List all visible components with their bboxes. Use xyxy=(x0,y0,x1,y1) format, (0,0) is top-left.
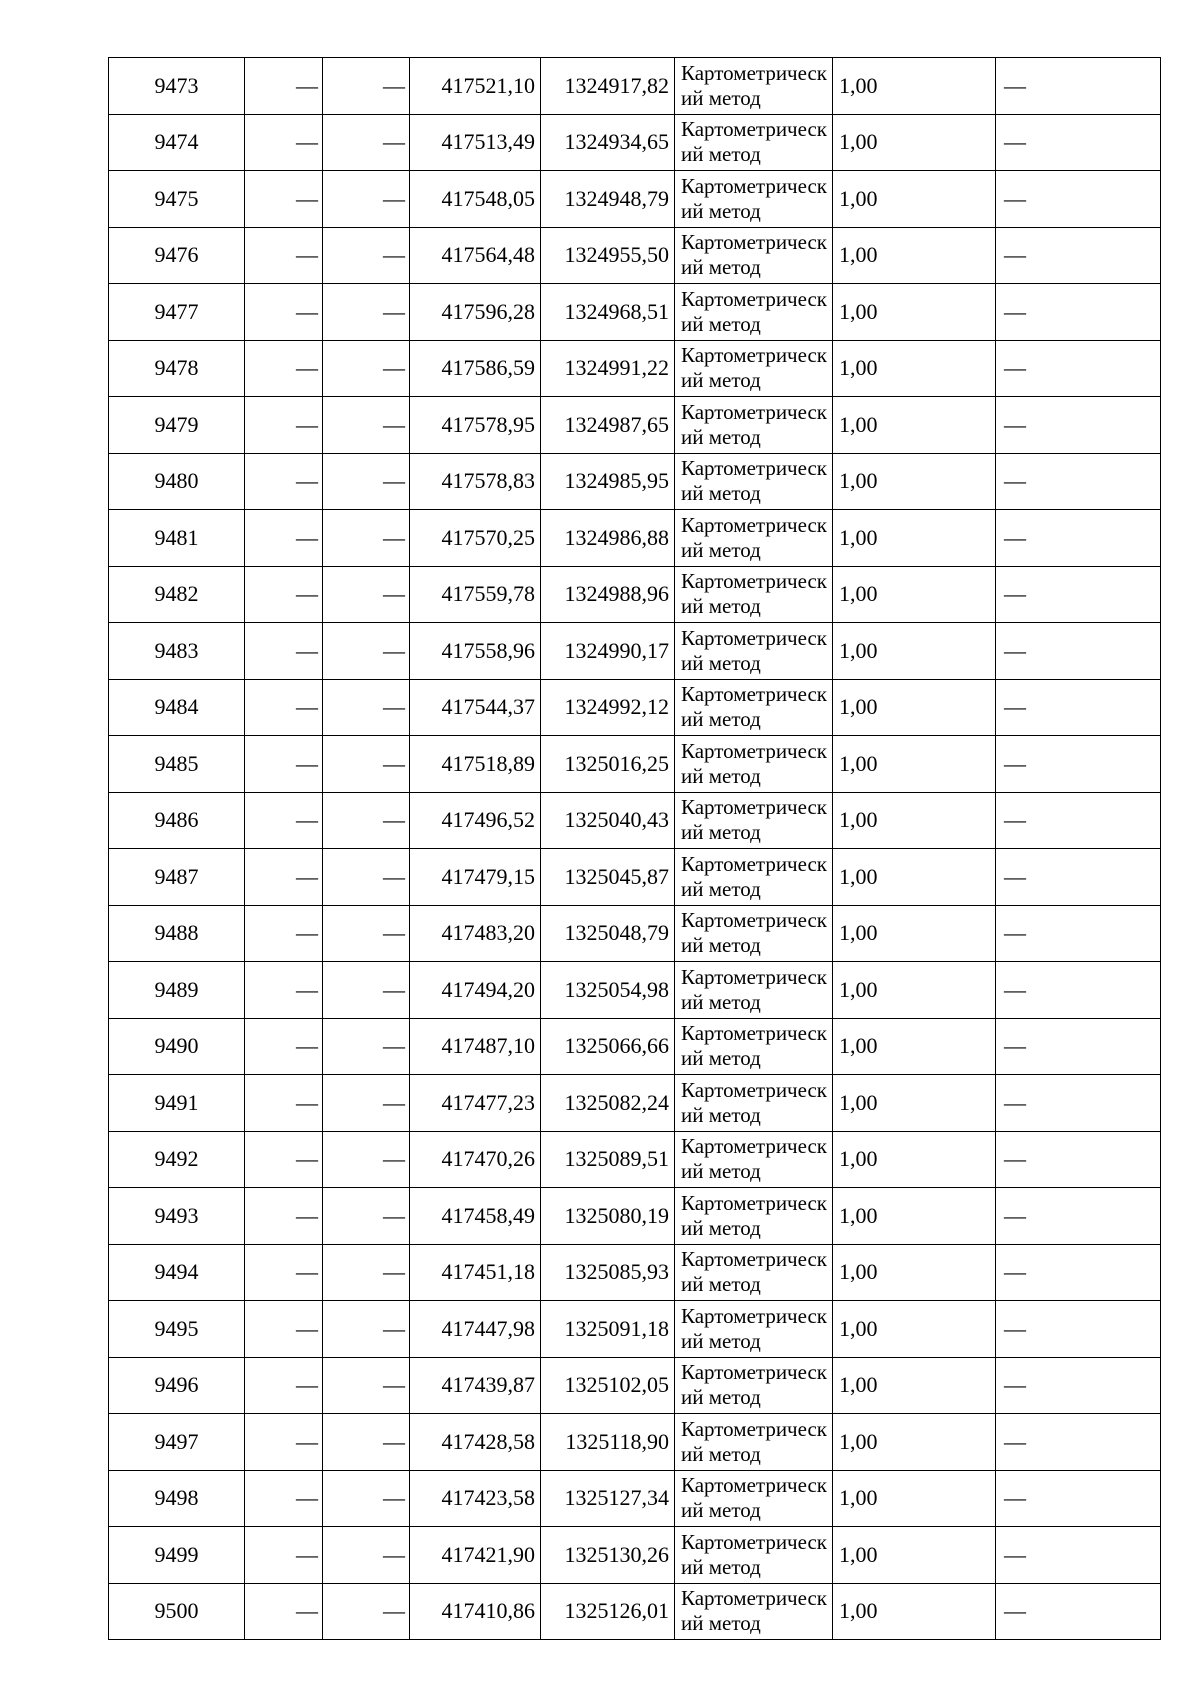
empty-dash-cell: — xyxy=(323,1131,410,1188)
y-coordinate-cell: 1325118,90 xyxy=(541,1414,675,1471)
x-coordinate-cell: 417451,18 xyxy=(410,1244,541,1301)
x-coordinate-cell: 417423,58 xyxy=(410,1470,541,1527)
note-cell: — xyxy=(996,1357,1161,1414)
x-coordinate-cell: 417496,52 xyxy=(410,792,541,849)
table-row xyxy=(109,679,1161,736)
method-cell: Картометрический метод xyxy=(675,1018,833,1075)
x-coordinate-cell: 417494,20 xyxy=(410,962,541,1019)
x-coordinate-cell: 417544,37 xyxy=(410,679,541,736)
empty-dash-cell: — xyxy=(245,1131,323,1188)
empty-dash-cell: — xyxy=(323,1018,410,1075)
point-number-cell: 9492 xyxy=(109,1131,245,1188)
y-coordinate-cell: 1325054,98 xyxy=(541,962,675,1019)
y-coordinate-cell: 1324934,65 xyxy=(541,114,675,171)
accuracy-cell: 1,00 xyxy=(833,566,996,623)
point-number-cell: 9495 xyxy=(109,1301,245,1358)
y-coordinate-cell: 1325045,87 xyxy=(541,849,675,906)
note-cell: — xyxy=(996,1527,1161,1584)
empty-dash-cell: — xyxy=(323,453,410,510)
x-coordinate-cell: 417521,10 xyxy=(410,58,541,115)
table-row xyxy=(109,792,1161,849)
point-number-cell: 9480 xyxy=(109,453,245,510)
table-row xyxy=(109,962,1161,1019)
accuracy-cell: 1,00 xyxy=(833,171,996,228)
point-number-cell: 9485 xyxy=(109,736,245,793)
accuracy-cell: 1,00 xyxy=(833,792,996,849)
x-coordinate-cell: 417548,05 xyxy=(410,171,541,228)
point-number-cell: 9477 xyxy=(109,284,245,341)
note-cell: — xyxy=(996,58,1161,115)
empty-dash-cell: — xyxy=(245,1414,323,1471)
note-cell: — xyxy=(996,623,1161,680)
method-cell: Картометрический метод xyxy=(675,679,833,736)
table-row xyxy=(109,1414,1161,1471)
y-coordinate-cell: 1325091,18 xyxy=(541,1301,675,1358)
note-cell: — xyxy=(996,453,1161,510)
empty-dash-cell: — xyxy=(323,397,410,454)
table-row xyxy=(109,1188,1161,1245)
method-cell: Картометрический метод xyxy=(675,340,833,397)
y-coordinate-cell: 1324987,65 xyxy=(541,397,675,454)
empty-dash-cell: — xyxy=(323,736,410,793)
method-cell: Картометрический метод xyxy=(675,1244,833,1301)
accuracy-cell: 1,00 xyxy=(833,1527,996,1584)
point-number-cell: 9494 xyxy=(109,1244,245,1301)
empty-dash-cell: — xyxy=(323,1301,410,1358)
y-coordinate-cell: 1325048,79 xyxy=(541,905,675,962)
method-cell: Картометрический метод xyxy=(675,284,833,341)
table-row xyxy=(109,1527,1161,1584)
empty-dash-cell: — xyxy=(323,510,410,567)
point-number-cell: 9499 xyxy=(109,1527,245,1584)
empty-dash-cell: — xyxy=(323,58,410,115)
empty-dash-cell: — xyxy=(323,962,410,1019)
empty-dash-cell: — xyxy=(323,679,410,736)
empty-dash-cell: — xyxy=(245,58,323,115)
method-cell: Картометрический метод xyxy=(675,1470,833,1527)
x-coordinate-cell: 417410,86 xyxy=(410,1583,541,1640)
accuracy-cell: 1,00 xyxy=(833,1357,996,1414)
note-cell: — xyxy=(996,340,1161,397)
table-row xyxy=(109,1075,1161,1132)
accuracy-cell: 1,00 xyxy=(833,397,996,454)
method-cell: Картометрический метод xyxy=(675,962,833,1019)
empty-dash-cell: — xyxy=(245,623,323,680)
point-number-cell: 9481 xyxy=(109,510,245,567)
point-number-cell: 9476 xyxy=(109,227,245,284)
point-number-cell: 9491 xyxy=(109,1075,245,1132)
table-row xyxy=(109,905,1161,962)
accuracy-cell: 1,00 xyxy=(833,227,996,284)
accuracy-cell: 1,00 xyxy=(833,453,996,510)
empty-dash-cell: — xyxy=(323,1244,410,1301)
note-cell: — xyxy=(996,1018,1161,1075)
note-cell: — xyxy=(996,284,1161,341)
x-coordinate-cell: 417470,26 xyxy=(410,1131,541,1188)
y-coordinate-cell: 1324990,17 xyxy=(541,623,675,680)
accuracy-cell: 1,00 xyxy=(833,1188,996,1245)
x-coordinate-cell: 417586,59 xyxy=(410,340,541,397)
accuracy-cell: 1,00 xyxy=(833,905,996,962)
empty-dash-cell: — xyxy=(323,284,410,341)
table-row xyxy=(109,227,1161,284)
accuracy-cell: 1,00 xyxy=(833,736,996,793)
empty-dash-cell: — xyxy=(245,1470,323,1527)
note-cell: — xyxy=(996,736,1161,793)
note-cell: — xyxy=(996,1075,1161,1132)
empty-dash-cell: — xyxy=(245,849,323,906)
method-cell: Картометрический метод xyxy=(675,1188,833,1245)
point-number-cell: 9487 xyxy=(109,849,245,906)
y-coordinate-cell: 1324992,12 xyxy=(541,679,675,736)
empty-dash-cell: — xyxy=(323,849,410,906)
point-number-cell: 9496 xyxy=(109,1357,245,1414)
empty-dash-cell: — xyxy=(245,227,323,284)
method-cell: Картометрический метод xyxy=(675,1583,833,1640)
empty-dash-cell: — xyxy=(245,397,323,454)
point-number-cell: 9475 xyxy=(109,171,245,228)
method-cell: Картометрический метод xyxy=(675,58,833,115)
note-cell: — xyxy=(996,679,1161,736)
accuracy-cell: 1,00 xyxy=(833,1470,996,1527)
y-coordinate-cell: 1325040,43 xyxy=(541,792,675,849)
y-coordinate-cell: 1325016,25 xyxy=(541,736,675,793)
empty-dash-cell: — xyxy=(245,284,323,341)
x-coordinate-cell: 417578,83 xyxy=(410,453,541,510)
table-row xyxy=(109,1244,1161,1301)
table-row xyxy=(109,849,1161,906)
table-row xyxy=(109,510,1161,567)
accuracy-cell: 1,00 xyxy=(833,114,996,171)
accuracy-cell: 1,00 xyxy=(833,679,996,736)
point-number-cell: 9474 xyxy=(109,114,245,171)
table-row xyxy=(109,114,1161,171)
x-coordinate-cell: 417559,78 xyxy=(410,566,541,623)
empty-dash-cell: — xyxy=(245,679,323,736)
note-cell: — xyxy=(996,1583,1161,1640)
empty-dash-cell: — xyxy=(323,1188,410,1245)
method-cell: Картометрический метод xyxy=(675,1357,833,1414)
x-coordinate-cell: 417513,49 xyxy=(410,114,541,171)
empty-dash-cell: — xyxy=(323,623,410,680)
x-coordinate-cell: 417458,49 xyxy=(410,1188,541,1245)
point-number-cell: 9482 xyxy=(109,566,245,623)
point-number-cell: 9488 xyxy=(109,905,245,962)
y-coordinate-cell: 1325102,05 xyxy=(541,1357,675,1414)
empty-dash-cell: — xyxy=(323,1527,410,1584)
method-cell: Картометрический метод xyxy=(675,1414,833,1471)
accuracy-cell: 1,00 xyxy=(833,1244,996,1301)
table-row xyxy=(109,1131,1161,1188)
y-coordinate-cell: 1324948,79 xyxy=(541,171,675,228)
empty-dash-cell: — xyxy=(245,453,323,510)
method-cell: Картометрический метод xyxy=(675,1131,833,1188)
method-cell: Картометрический метод xyxy=(675,623,833,680)
table-row xyxy=(109,397,1161,454)
method-cell: Картометрический метод xyxy=(675,227,833,284)
table-row xyxy=(109,623,1161,680)
y-coordinate-cell: 1324917,82 xyxy=(541,58,675,115)
accuracy-cell: 1,00 xyxy=(833,962,996,1019)
empty-dash-cell: — xyxy=(245,114,323,171)
method-cell: Картометрический метод xyxy=(675,849,833,906)
accuracy-cell: 1,00 xyxy=(833,1583,996,1640)
empty-dash-cell: — xyxy=(323,227,410,284)
method-cell: Картометрический метод xyxy=(675,792,833,849)
empty-dash-cell: — xyxy=(245,510,323,567)
note-cell: — xyxy=(996,566,1161,623)
point-number-cell: 9483 xyxy=(109,623,245,680)
table-row xyxy=(109,171,1161,228)
y-coordinate-cell: 1325127,34 xyxy=(541,1470,675,1527)
x-coordinate-cell: 417428,58 xyxy=(410,1414,541,1471)
x-coordinate-cell: 417487,10 xyxy=(410,1018,541,1075)
note-cell: — xyxy=(996,1301,1161,1358)
x-coordinate-cell: 417596,28 xyxy=(410,284,541,341)
accuracy-cell: 1,00 xyxy=(833,284,996,341)
note-cell: — xyxy=(996,171,1161,228)
point-number-cell: 9478 xyxy=(109,340,245,397)
x-coordinate-cell: 417447,98 xyxy=(410,1301,541,1358)
empty-dash-cell: — xyxy=(245,340,323,397)
empty-dash-cell: — xyxy=(323,1075,410,1132)
note-cell: — xyxy=(996,510,1161,567)
x-coordinate-cell: 417518,89 xyxy=(410,736,541,793)
empty-dash-cell: — xyxy=(245,1075,323,1132)
x-coordinate-cell: 417578,95 xyxy=(410,397,541,454)
accuracy-cell: 1,00 xyxy=(833,1075,996,1132)
empty-dash-cell: — xyxy=(323,905,410,962)
table-row xyxy=(109,1470,1161,1527)
y-coordinate-cell: 1324988,96 xyxy=(541,566,675,623)
y-coordinate-cell: 1325066,66 xyxy=(541,1018,675,1075)
empty-dash-cell: — xyxy=(323,566,410,623)
y-coordinate-cell: 1325085,93 xyxy=(541,1244,675,1301)
x-coordinate-cell: 417570,25 xyxy=(410,510,541,567)
note-cell: — xyxy=(996,849,1161,906)
empty-dash-cell: — xyxy=(323,792,410,849)
coordinates-table xyxy=(108,57,1161,1640)
empty-dash-cell: — xyxy=(245,905,323,962)
empty-dash-cell: — xyxy=(323,1470,410,1527)
empty-dash-cell: — xyxy=(245,1301,323,1358)
table-row xyxy=(109,1357,1161,1414)
note-cell: — xyxy=(996,1188,1161,1245)
point-number-cell: 9498 xyxy=(109,1470,245,1527)
y-coordinate-cell: 1325080,19 xyxy=(541,1188,675,1245)
y-coordinate-cell: 1324986,88 xyxy=(541,510,675,567)
accuracy-cell: 1,00 xyxy=(833,1018,996,1075)
point-number-cell: 9497 xyxy=(109,1414,245,1471)
accuracy-cell: 1,00 xyxy=(833,340,996,397)
empty-dash-cell: — xyxy=(245,1188,323,1245)
point-number-cell: 9489 xyxy=(109,962,245,1019)
table-row xyxy=(109,453,1161,510)
method-cell: Картометрический метод xyxy=(675,905,833,962)
note-cell: — xyxy=(996,1414,1161,1471)
method-cell: Картометрический метод xyxy=(675,566,833,623)
empty-dash-cell: — xyxy=(245,1018,323,1075)
empty-dash-cell: — xyxy=(245,792,323,849)
x-coordinate-cell: 417477,23 xyxy=(410,1075,541,1132)
note-cell: — xyxy=(996,1131,1161,1188)
method-cell: Картометрический метод xyxy=(675,736,833,793)
method-cell: Картометрический метод xyxy=(675,114,833,171)
table-row xyxy=(109,340,1161,397)
y-coordinate-cell: 1324991,22 xyxy=(541,340,675,397)
note-cell: — xyxy=(996,227,1161,284)
x-coordinate-cell: 417439,87 xyxy=(410,1357,541,1414)
x-coordinate-cell: 417421,90 xyxy=(410,1527,541,1584)
empty-dash-cell: — xyxy=(323,340,410,397)
empty-dash-cell: — xyxy=(323,1414,410,1471)
table-row xyxy=(109,736,1161,793)
y-coordinate-cell: 1325082,24 xyxy=(541,1075,675,1132)
note-cell: — xyxy=(996,397,1161,454)
method-cell: Картометрический метод xyxy=(675,397,833,454)
point-number-cell: 9500 xyxy=(109,1583,245,1640)
empty-dash-cell: — xyxy=(245,736,323,793)
empty-dash-cell: — xyxy=(323,114,410,171)
empty-dash-cell: — xyxy=(245,1244,323,1301)
point-number-cell: 9490 xyxy=(109,1018,245,1075)
accuracy-cell: 1,00 xyxy=(833,1414,996,1471)
point-number-cell: 9479 xyxy=(109,397,245,454)
table-row xyxy=(109,58,1161,115)
table-row xyxy=(109,1583,1161,1640)
accuracy-cell: 1,00 xyxy=(833,510,996,567)
note-cell: — xyxy=(996,962,1161,1019)
empty-dash-cell: — xyxy=(245,1583,323,1640)
y-coordinate-cell: 1324968,51 xyxy=(541,284,675,341)
accuracy-cell: 1,00 xyxy=(833,849,996,906)
table-row xyxy=(109,1018,1161,1075)
method-cell: Картометрический метод xyxy=(675,453,833,510)
x-coordinate-cell: 417558,96 xyxy=(410,623,541,680)
accuracy-cell: 1,00 xyxy=(833,1301,996,1358)
empty-dash-cell: — xyxy=(245,566,323,623)
empty-dash-cell: — xyxy=(323,1583,410,1640)
accuracy-cell: 1,00 xyxy=(833,58,996,115)
empty-dash-cell: — xyxy=(245,962,323,1019)
table-row xyxy=(109,566,1161,623)
x-coordinate-cell: 417483,20 xyxy=(410,905,541,962)
x-coordinate-cell: 417564,48 xyxy=(410,227,541,284)
empty-dash-cell: — xyxy=(245,1527,323,1584)
table-body xyxy=(109,58,1161,1640)
empty-dash-cell: — xyxy=(245,1357,323,1414)
empty-dash-cell: — xyxy=(245,171,323,228)
note-cell: — xyxy=(996,905,1161,962)
y-coordinate-cell: 1324955,50 xyxy=(541,227,675,284)
method-cell: Картометрический метод xyxy=(675,1301,833,1358)
y-coordinate-cell: 1324985,95 xyxy=(541,453,675,510)
method-cell: Картометрический метод xyxy=(675,1527,833,1584)
table-row xyxy=(109,1301,1161,1358)
y-coordinate-cell: 1325130,26 xyxy=(541,1527,675,1584)
note-cell: — xyxy=(996,1470,1161,1527)
method-cell: Картометрический метод xyxy=(675,1075,833,1132)
point-number-cell: 9473 xyxy=(109,58,245,115)
note-cell: — xyxy=(996,114,1161,171)
point-number-cell: 9486 xyxy=(109,792,245,849)
note-cell: — xyxy=(996,1244,1161,1301)
y-coordinate-cell: 1325126,01 xyxy=(541,1583,675,1640)
table-row xyxy=(109,284,1161,341)
method-cell: Картометрический метод xyxy=(675,510,833,567)
accuracy-cell: 1,00 xyxy=(833,623,996,680)
y-coordinate-cell: 1325089,51 xyxy=(541,1131,675,1188)
x-coordinate-cell: 417479,15 xyxy=(410,849,541,906)
point-number-cell: 9493 xyxy=(109,1188,245,1245)
method-cell: Картометрический метод xyxy=(675,171,833,228)
note-cell: — xyxy=(996,792,1161,849)
empty-dash-cell: — xyxy=(323,1357,410,1414)
point-number-cell: 9484 xyxy=(109,679,245,736)
empty-dash-cell: — xyxy=(323,171,410,228)
accuracy-cell: 1,00 xyxy=(833,1131,996,1188)
